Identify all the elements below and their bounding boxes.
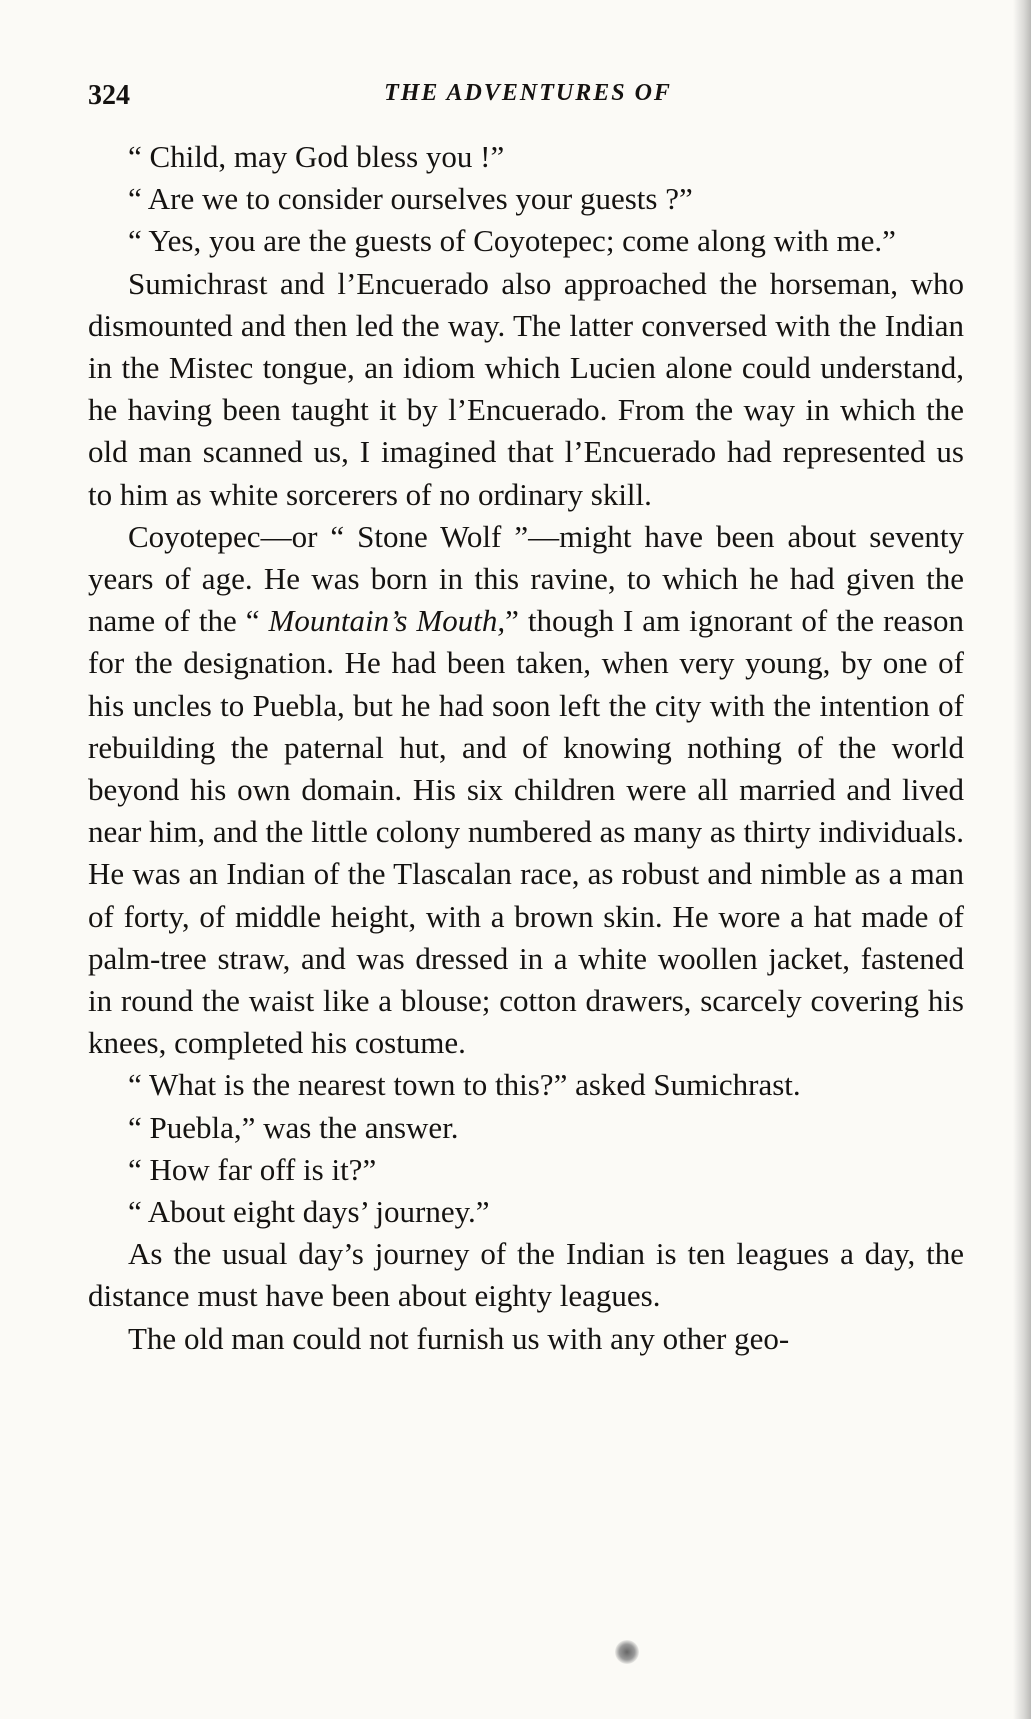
page-header xyxy=(88,80,968,120)
italic-place-name: Mountain’s Mouth, xyxy=(268,603,506,639)
body-text xyxy=(88,136,964,1360)
running-head: THE ADVENTURES OF xyxy=(384,80,672,106)
paragraph: “ Are we to consider ourselves your guests ?” xyxy=(128,181,693,217)
paragraph: “ Yes, you are the guests of Coyotepec; come along with me.” xyxy=(128,223,896,259)
paragraph: The old man could not furnish us with any other geo- xyxy=(128,1320,790,1356)
ink-blot-ornament xyxy=(615,1640,639,1664)
paragraph: “ What is the nearest town to this?” asked Sumichrast. xyxy=(128,1067,801,1103)
paragraph xyxy=(88,516,964,1065)
paragraph: “ How far off is it?” xyxy=(128,1151,377,1187)
paragraph: “ About eight days’ journey.” xyxy=(128,1194,490,1230)
paragraph: “ Puebla,” was the answer. xyxy=(128,1109,459,1145)
paragraph: Sumichrast and l’Encuerado also approached the horseman, who dismounted and then led the way. The latter conversed with the Indian in the Mistec tongue, an idiom which Lucien alone could understand, he having been taught it by l’Encuerado. From the way in which the old man scanned us, I imagined that l’Encuerado had represented us to him as white sorcerers of no ordinary skill. xyxy=(88,265,964,512)
paragraph: As the usual day’s journey of the Indian is ten leagues a day, the distance must have been about eighty leagues. xyxy=(88,1236,964,1314)
paragraph: “ Child, may God bless you !” xyxy=(128,139,505,174)
paragraph-text: ” though I am ignorant of the reason for the designation. He had been taken, when very young, by one of his uncles to Puebla, but he had soon left the city with the intention of rebuilding the paternal hut, and of knowing nothing of the world beyond his own domain. His six children were all married and lived near him, and the little colony numbered as many as thirty individuals. He was an Indian of the Tlascalan race, as robust and nimble as a man of forty, of middle height, with a brown skin. He wore a hat made of palm-tree straw, and was dressed in a white woollen jacket, fastened in round the waist like a blouse; cotton drawers, scarcely covering his knees, completed his costume. xyxy=(88,603,964,1061)
paragraph-text: Coyotepec—or “ Stone Wolf ”—might have been about seventy years of age. He was born in this ravine, to which he had given the name of the “ xyxy=(88,518,964,639)
page-edge-shadow xyxy=(1013,0,1031,1719)
page-number: 324 xyxy=(88,80,130,111)
